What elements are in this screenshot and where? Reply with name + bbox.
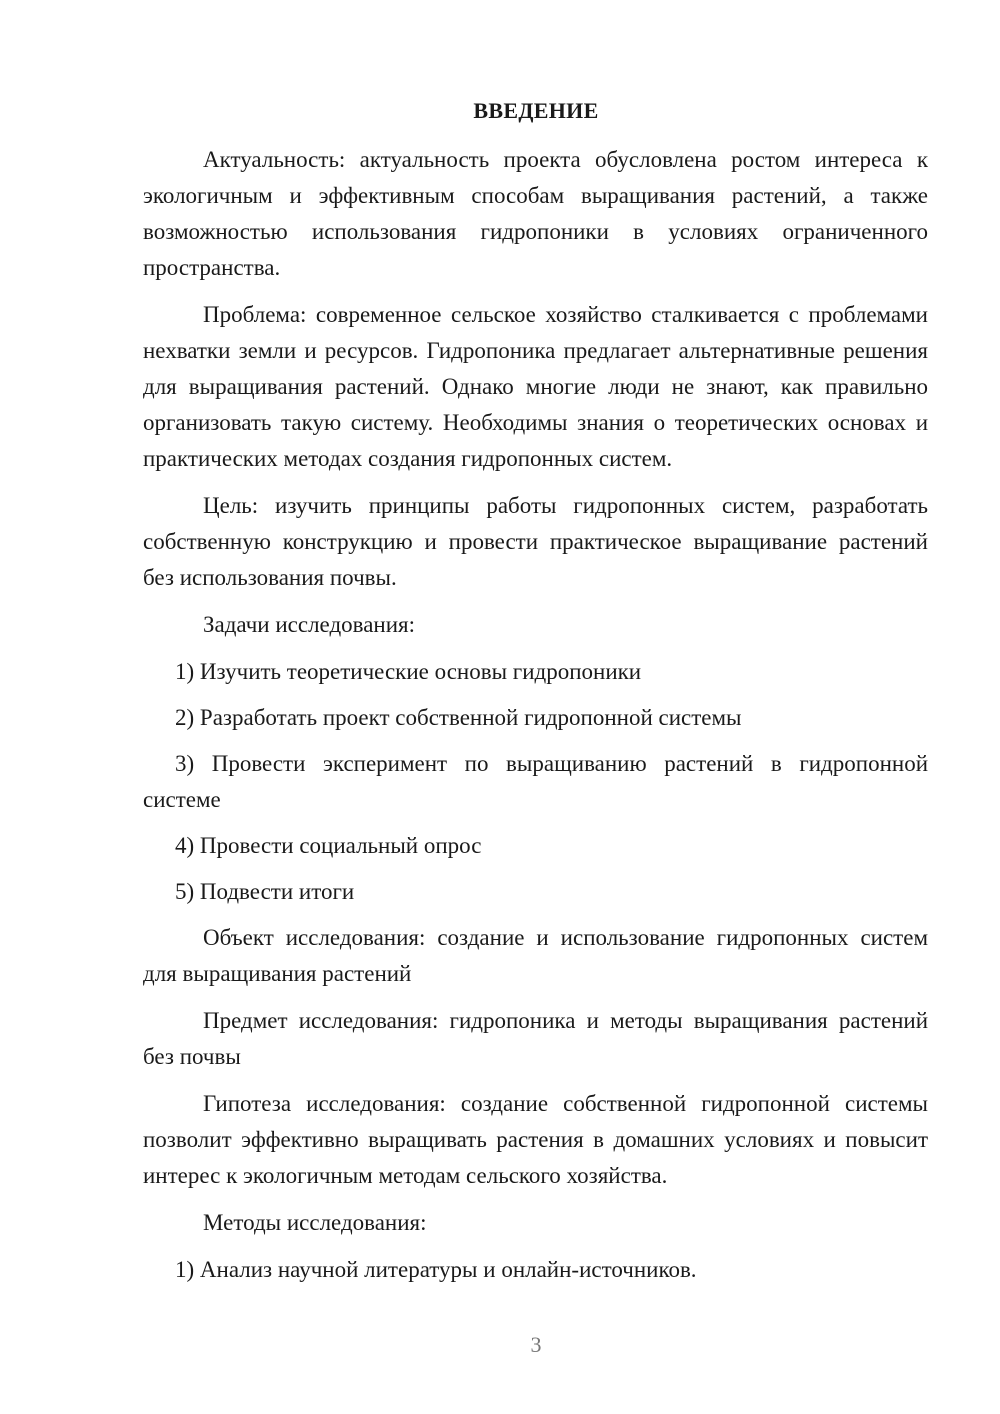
paragraph-goal: Цель: изучить принципы работы гидропонных систем, разработать собственную конструкцию и провести практическое выращивание растений без использования почвы. (143, 493, 928, 590)
paragraph-hypothesis: Гипотеза исследования: создание собственной гидропонной системы позволит эффективно выращивать растения в домашних условиях и повысит интерес к экологичным методам сельского хозяйства. (143, 1091, 928, 1188)
page-number: 3 (530, 1332, 542, 1357)
paragraph-subject: Предмет исследования: гидропоника и методы выращивания растений без почвы (143, 1008, 928, 1069)
section-title: ВВЕДЕНИЕ (473, 98, 599, 123)
list-item: 1) Анализ научной литературы и онлайн-источников. (175, 1257, 697, 1282)
paragraph-tasks-heading: Задачи исследования: (203, 612, 416, 637)
list-item: 5) Подвести итоги (175, 879, 355, 904)
list-item: 2) Разработать проект собственной гидропонной системы (175, 705, 742, 730)
list-item: 4) Провести социальный опрос (175, 833, 482, 858)
paragraph-problem: Проблема: современное сельское хозяйство сталкивается с проблемами нехватки земли и ресурсов. Гидропоника предлагает альтернативные решения для выращивания растений. Однако многие люди не знают, как правильно организовать такую систему. Необходимы знания о теоретических основах и практических методах создания гидропонных систем. (143, 302, 928, 471)
list-item: 1) Изучить теоретические основы гидропоники (175, 659, 642, 684)
paragraph-methods-heading: Методы исследования: (203, 1210, 427, 1235)
document-body (143, 142, 928, 1298)
list-item: 3) Провести эксперимент по выращиванию растений в гидропонной системе (143, 751, 928, 812)
paragraph-relevance: Актуальность: актуальность проекта обусловлена ростом интереса к экологичным и эффективным способам выращивания растений, а также возможностью использования гидропоники в условиях ограниченного пространства. (143, 147, 928, 280)
paragraph-object: Объект исследования: создание и использование гидропонных систем для выращивания растений (143, 925, 928, 986)
